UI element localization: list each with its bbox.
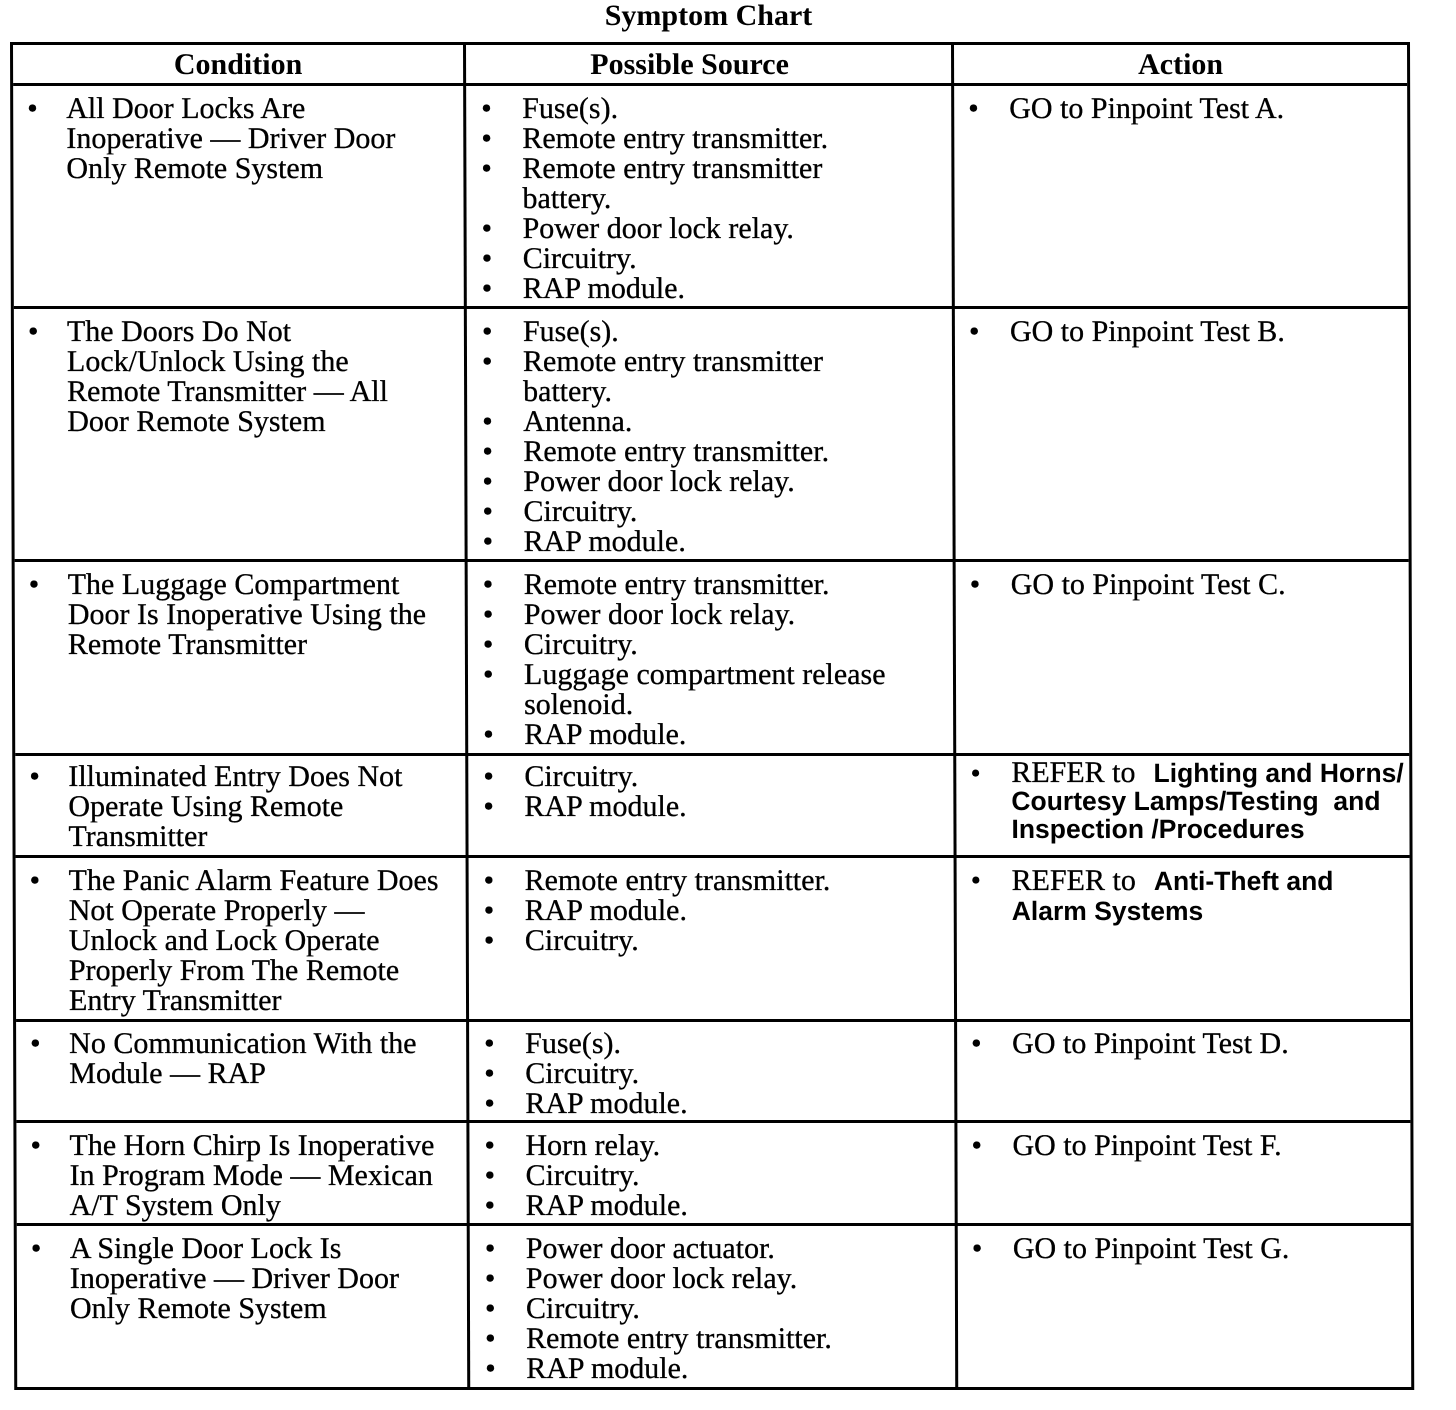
source-item: • Circuitry.	[469, 926, 954, 956]
source-item: • RAP module.	[468, 720, 953, 750]
possible-source-cell	[467, 309, 956, 559]
source-item: • Remote entry transmitter battery.	[466, 154, 951, 214]
source-item: • Circuitry.	[468, 762, 953, 792]
symptom-row	[16, 1123, 1410, 1226]
source-item: • Fuse(s).	[467, 317, 952, 347]
source-item: • Horn relay.	[469, 1131, 954, 1161]
possible-source-cell	[469, 858, 958, 1019]
action-text: • GO to Pinpoint Test G.	[958, 1234, 1411, 1264]
source-item: • Power door lock relay.	[467, 214, 952, 244]
refer-line	[1012, 896, 1410, 926]
refer-target: Lighting and Horns/	[1153, 758, 1404, 788]
source-item: • Power door lock relay.	[467, 467, 952, 497]
action-cell	[955, 309, 1409, 559]
source-item: • Remote entry transmitter.	[466, 124, 951, 154]
refer-target: Anti-Theft and	[1153, 866, 1334, 896]
condition-cell	[16, 1123, 469, 1223]
symptom-row	[15, 562, 1410, 756]
condition-text: • The Panic Alarm Feature Does Not Operate Properly — Unlock and Lock Operate Properly From The Remote Entry Transmitter	[16, 866, 466, 1016]
source-item: • Power door actuator.	[470, 1234, 955, 1264]
source-item: • Circuitry.	[468, 630, 953, 660]
chart-title: Symptom Chart	[604, 0, 813, 32]
source-item: • Fuse(s).	[466, 94, 951, 124]
source-item: • Circuitry.	[469, 1059, 954, 1089]
symptom-table	[10, 42, 1414, 1390]
source-item: • Circuitry.	[470, 1294, 955, 1324]
condition-text: • Illuminated Entry Does Not Operate Using Remote Transmitter	[15, 762, 465, 852]
column-header-action: Action	[1138, 48, 1224, 81]
refer-line	[1011, 787, 1409, 815]
condition-text: • The Doors Do Not Lock/Unlock Using the Remote Transmitter — All Door Remote System	[14, 317, 464, 437]
action-cell	[956, 562, 1410, 753]
condition-cell	[16, 1022, 469, 1120]
action-text: • GO to Pinpoint Test D.	[957, 1029, 1410, 1059]
possible-source-cell	[468, 756, 956, 855]
symptom-row	[16, 858, 1411, 1022]
column-header-possible-source: Possible Source	[466, 45, 954, 83]
condition-text: • No Communication With the Module — RAP	[16, 1029, 466, 1089]
condition-cell	[16, 858, 470, 1019]
condition-cell	[15, 756, 468, 855]
source-item: • Remote entry transmitter.	[469, 866, 954, 896]
source-item: • Remote entry transmitter.	[467, 437, 952, 467]
source-item: • RAP module.	[467, 274, 952, 304]
refer-target: Inspection /Procedures	[1011, 814, 1305, 844]
possible-source-cell	[470, 1226, 959, 1387]
symptom-row	[13, 86, 1408, 309]
column-header-condition: Condition	[13, 45, 466, 83]
condition-cell	[14, 309, 468, 559]
refer-prefix: REFER to	[1011, 864, 1136, 897]
condition-text: • All Door Locks Are Inoperative — Driver Door Only Remote System	[13, 94, 463, 184]
source-item: • Luggage compartment release solenoid.	[468, 660, 953, 720]
possible-source-cell	[466, 86, 955, 306]
symptom-row	[17, 1226, 1412, 1387]
source-item: • RAP module.	[468, 527, 953, 557]
source-item: • Power door lock relay.	[468, 600, 953, 630]
condition-text: • The Horn Chirp Is Inoperative In Program Mode — Mexican A/T System Only	[16, 1131, 466, 1221]
source-item: • RAP module.	[469, 896, 954, 926]
action-cell	[957, 1123, 1410, 1223]
action-cell	[957, 858, 1411, 1019]
source-item: • RAP module.	[470, 1354, 955, 1384]
action-text: • GO to Pinpoint Test C.	[956, 570, 1409, 600]
source-item: • Remote entry transmitter battery.	[467, 347, 952, 407]
source-item: • Circuitry.	[467, 497, 952, 527]
source-item: • Circuitry.	[467, 244, 952, 274]
source-item: • RAP module.	[469, 1089, 954, 1119]
refer-line	[1011, 815, 1409, 843]
action-cell	[957, 1022, 1410, 1120]
source-item: • Remote entry transmitter.	[470, 1324, 955, 1354]
action-text: • GO to Pinpoint Test B.	[955, 317, 1408, 347]
possible-source-cell	[469, 1022, 957, 1120]
refer-line	[1012, 866, 1410, 896]
symptom-row	[15, 756, 1409, 858]
source-item: • Fuse(s).	[469, 1029, 954, 1059]
refer-line	[1011, 756, 1409, 789]
condition-cell	[15, 562, 469, 753]
possible-source-cell	[468, 562, 957, 753]
refer-action	[956, 756, 1409, 844]
refer-target: Alarm Systems	[1011, 896, 1204, 926]
refer-target: Courtesy Lamps/Testing and	[1011, 786, 1381, 816]
condition-cell	[17, 1226, 471, 1387]
condition-text: • The Luggage Compartment Door Is Inoperative Using the Remote Transmitter	[15, 570, 465, 660]
refer-action	[957, 866, 1410, 926]
symptom-row	[14, 309, 1409, 562]
possible-source-cell	[469, 1123, 957, 1223]
action-cell	[954, 86, 1408, 306]
header-row	[13, 45, 1407, 86]
refer-prefix: REFER to	[1011, 756, 1136, 789]
source-item: • Circuitry.	[470, 1161, 955, 1191]
action-cell	[958, 1226, 1412, 1387]
source-item: • Antenna.	[467, 407, 952, 437]
condition-cell	[13, 86, 467, 306]
condition-text: • A Single Door Lock Is Inoperative — Driver Door Only Remote System	[17, 1234, 467, 1324]
source-item: • Power door lock relay.	[470, 1264, 955, 1294]
action-cell	[956, 756, 1409, 855]
symptom-row	[16, 1022, 1410, 1123]
source-item: • RAP module.	[468, 792, 953, 822]
source-item: • RAP module.	[470, 1191, 955, 1221]
source-item: • Remote entry transmitter.	[468, 570, 953, 600]
action-text: • GO to Pinpoint Test A.	[954, 94, 1407, 124]
action-text: • GO to Pinpoint Test F.	[957, 1131, 1410, 1161]
